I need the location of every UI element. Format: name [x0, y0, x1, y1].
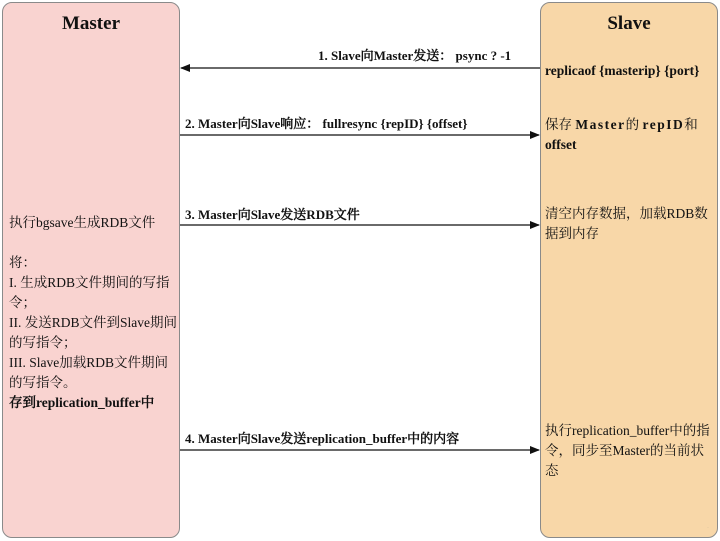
master-will-label: 将： — [9, 255, 36, 270]
master-item-1: I. 生成RDB文件期间的写指令； — [9, 275, 170, 310]
slave-step-3: 清空内存数据，加载RDB数据到内存 — [545, 206, 708, 241]
slave-step-2-prefix: 保存 — [545, 117, 572, 132]
master-store-line: 存到replication_buffer中 — [9, 395, 155, 410]
slave-step-1: replicaof {masterip} {port} — [545, 63, 700, 78]
slave-step-2-master: Master — [575, 117, 626, 132]
slave-title: Slave — [607, 13, 651, 34]
message-2-label: 2. Master向Slave响应： fullresync {repID} {offset} — [185, 116, 468, 131]
message-4-label: 4. Master向Slave发送replication_buffer中的内容 — [185, 431, 460, 446]
message-3-label: 3. Master向Slave发送RDB文件 — [185, 207, 360, 222]
slave-step-2-repid: repID — [642, 117, 685, 132]
master-title: Master — [61, 13, 121, 34]
message-1-label: 1. Slave向Master发送： psync ? -1 — [318, 48, 512, 63]
slave-step-2-and: 和 — [684, 117, 698, 132]
slave-step-2-offset: offset — [545, 137, 577, 152]
master-exec-line: 执行bgsave生成RDB文件 — [9, 215, 156, 230]
slave-step-4: 执行replication_buffer中的指令，同步至Master的当前状态 — [545, 423, 710, 478]
master-item-2: II. 发送RDB文件到Slave期间的写指令； — [9, 315, 177, 350]
slave-step-2-mid: 的 — [625, 117, 640, 132]
master-item-3: III. Slave加载RDB文件期间的写指令。 — [9, 355, 168, 390]
watermark: · — [707, 525, 709, 531]
